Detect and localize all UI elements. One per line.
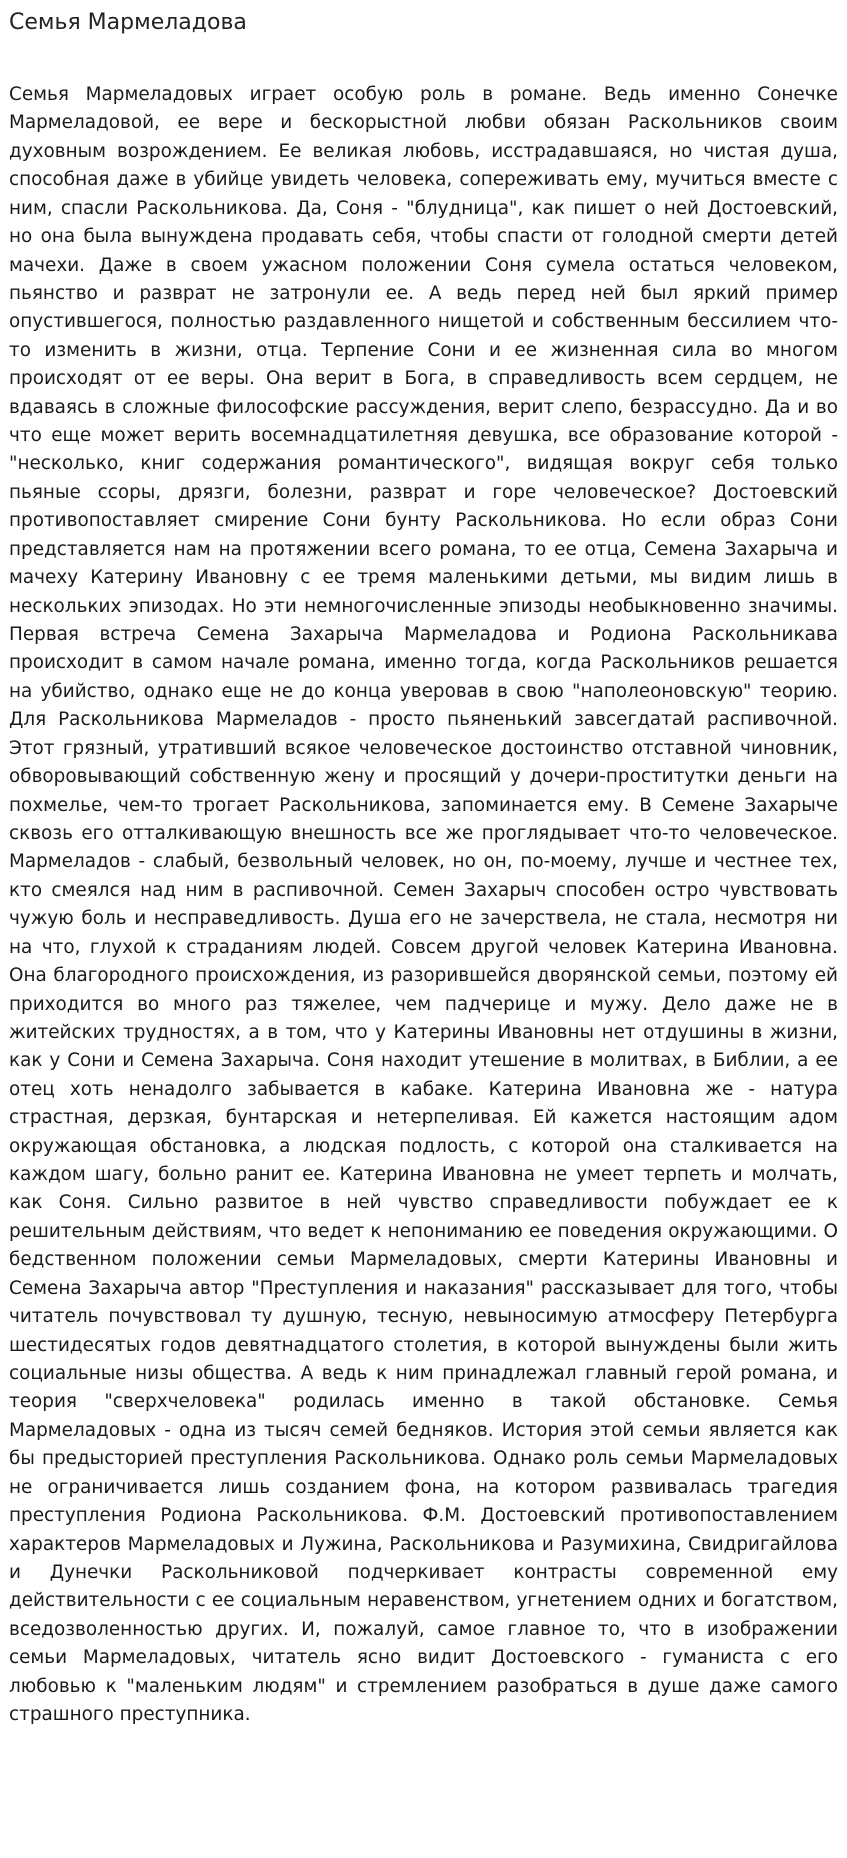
page-title: Семья Мармеладова [9,10,247,35]
essay-body-paragraph: Семья Мармеладовых играет особую роль в романе. Ведь именно Сонечке Мармеладовой, ее вере и бескорыстной любви обязан Раскольников своим духовным возрождением. Ее великая любовь, исстрадавшаяся, но чистая душа, способная даже в убийце увидеть человека, сопереживать ему, мучиться вместе с ним, спасли Раскольникова. Да, Соня - "блудница", как пишет о ней Достоевский, но она была вынуждена продавать себя, чтобы спасти от голодной смерти детей мачехи. Даже в своем ужасном положении Соня сумела остаться человеком, пьянство и разврат не затронули ее. А ведь перед ней был яркий пример опустившегося, полностью раздавленного нищетой и собственным бессилием что-то изменить в жизни, отца. Терпение Сони и ее жизненная сила во многом происходят от ее веры. Она верит в Бога, в справедливость всем сердцем, не вдаваясь в сложные философские рассуждения, верит слепо, безрассудно. Да и во что еще может верить восемнадцатилетняя девушка, все образование которой - "несколько, книг содержания романтического", видящая вокруг себя только пьяные ссоры, дрязги, болезни, разврат и горе человеческое? Достоевский противопоставляет смирение Сони бунту Раскольникова. Но если образ Сони представляется нам на протяжении всего романа, то ее отца, Семена Захарыча и мачеху Катерину Ивановну с ее тремя маленькими детьми, мы видим лишь в нескольких эпизодах. Но эти немногочисленные эпизоды необыкновенно значимы. Первая встреча Семена Захарыча Мармеладова и Родиона Раскольникава происходит в самом начале романа, именно тогда, когда Раскольников решается на убийство, однако еще не до конца уверовав в свою "наполеоновскую" теорию. Для Раскольникова Мармеладов - просто пьяненький завсегдатай распивочной. Этот грязный, утративший всякое человеческое достоинство отставной чиновник, обворовывающий собственную жену и просящий у дочери-проститутки деньги на похмелье, чем-то трогает Раскольникова, запоминается ему. В Семене Захарыче сквозь его отталкивающую внешность все же проглядывает что-то человеческое. Мармеладов - слабый, безвольный человек, но он, по-моему, лучше и честнее тех, кто смеялся над ним в распивочной. Семен Захарыч способен остро чувствовать чужую боль и несправедливость. Душа его не зачерствела, не стала, несмотря ни на что, глухой к страданиям людей. Совсем другой человек Катерина Ивановна. Она благородного происхождения, из разорившейся дворянской семьи, поэтому ей приходится во много раз тяжелее, чем падчерице и мужу. Дело даже не в житейских трудностях, а в том, что у Катерины Ивановны нет отдушины в жизни, как у Сони и Семена Захарыча. Соня находит утешение в молитвах, в Библии, а ее отец хоть ненадолго забывается в кабаке. Катерина Ивановна же - натура страстная, дерзкая, бунтарская и нетерпеливая. Ей кажется настоящим адом окружающая обстановка, а людская подлость, с которой она сталкивается на каждом шагу, больно ранит ее. Катерина Ивановна не умеет терпеть и молчать, как Соня. Сильно развитое в ней чувство справедливости побуждает ее к решительным действиям, что ведет к непониманию ее поведения окружающими. О бедственном положении семьи Мармеладовых, смерти Катерины Ивановны и Семена Захарыча автор "Преступления и наказания" рассказывает для того, чтобы читатель почувствовал ту душную, тесную, невыносимую атмосферу Петербурга шестидесятых годов девятнадцатого столетия, в которой вынуждены были жить социальные низы общества. А ведь к ним принадлежал главный герой романа, и теория "сверхчеловека" родилась именно в такой обстановке. Семья Мармеладовых - одна из тысяч семей бедняков. История этой семьи является как бы предысторией преступления Раскольникова. Однако роль семьи Мармеладовых не ограничивается лишь созданием фона, на котором развивалась трагедия преступления Родиона Раскольникова. Ф.М. Достоевский противопоставлением характеров Мармеладовых и Лужина, Раскольникова и Разумихина, Свидригайлова и Дунечки Раскольниковой подчеркивает контрасты современной ему действительности с ее социальным неравенством, угнетением одних и богатством, вседозволенностью других. И, пожалуй, самое главное то, что в изображении семьи Мармеладовых, читатель ясно видит Достоевского - гуманиста с его любовью к "маленьким людям" и стремлением разобраться в душе даже самого страшного преступника. [9,84,838,1726]
